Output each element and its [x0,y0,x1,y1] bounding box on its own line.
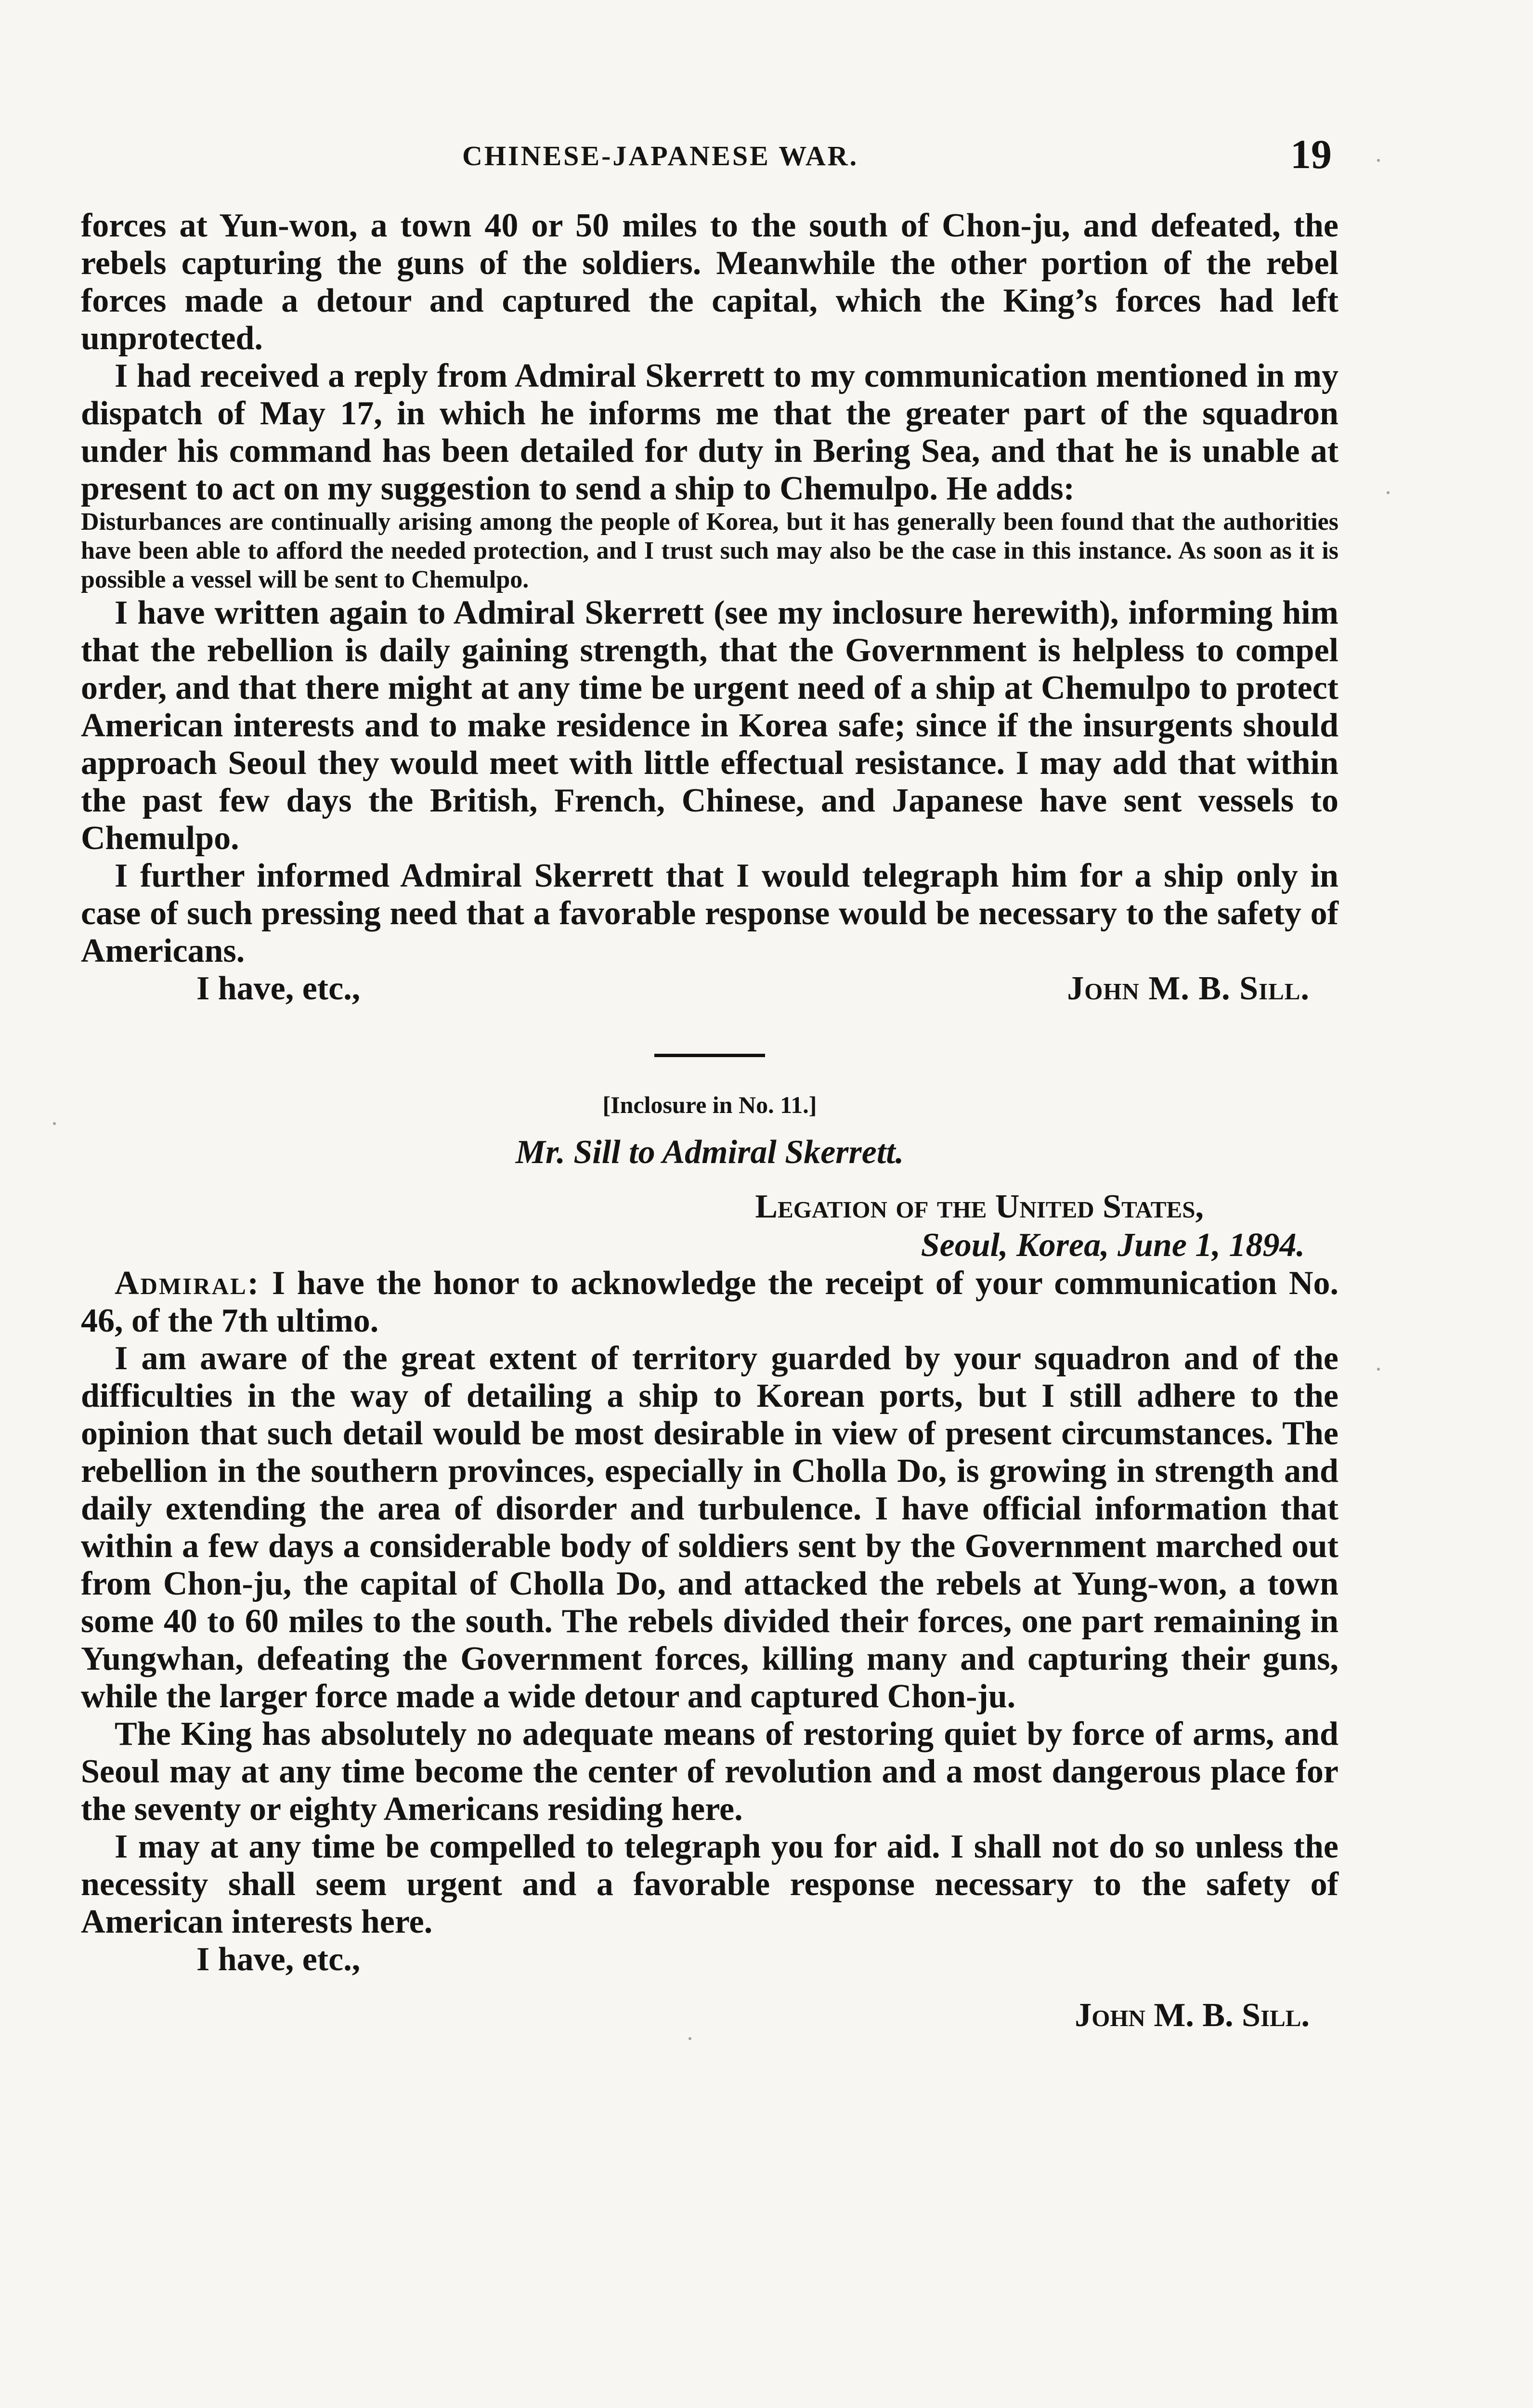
section-divider [81,1028,1338,1065]
salutation: Admiral: [115,1265,260,1302]
block-quote: Disturbances are continually arising among the people of Korea, but it has generally been found that the authorities have been able to afford the needed protection, and I trust such may also be the case in this instance. As soon as it is possible a vessel will be sent to Chemulpo. [81,508,1338,593]
page-number: 19 [1290,131,1332,177]
letter-closing: I have, etc., [196,1941,361,1978]
page-header [0,131,1533,188]
letter-paragraph-3: The King has absolutely no adequate means of restoring quiet by force of arms, and Seoul may at any time become the center of revolution and a most dangerous place for the seventy or eighty Americans residing here. [81,1715,1338,1828]
closing-text: I have, etc., [196,970,361,1007]
inclosure-label: [Inclosure in No. 11.] [602,1091,817,1118]
paragraph-1: forces at Yun-won, a town 40 or 50 miles to the south of Chon-ju, and defeated, the rebels capturing the guns of the soldiers. Meanwhile the other portion of the rebel forces made a detour and captured the capital, which the King’s forces had left unprotected. [81,207,1338,357]
divider-rule [654,1054,765,1057]
paragraph-4: I further informed Admiral Skerrett that I would telegraph him for a ship only in case of such pressing need that a favorable response would be necessary to the safety of Americans. [81,857,1338,969]
letter-paragraph-1 [81,1265,1338,1340]
paper-speck [689,2037,691,2040]
running-head: CHINESE-JAPANESE WAR. [462,140,859,171]
body-text [81,207,1338,2034]
signoff-dispatch [81,970,1338,1008]
letter-signature: John M. B. Sill. [1075,1997,1310,2034]
paragraph-3: I have written again to Admiral Skerrett (see my inclosure herewith), informing him that the rebellion is daily gaining strength, that the Government is helpless to compel order, and that there might at any time be urgent need of a ship at Chemulpo to protect American interests and to make residence in Korea safe; since if the insurgents should approach Seoul they would meet with little effectual resistance. I may add that within the past few days the British, French, Chinese, and Japanese have sent vessels to Chemulpo. [81,594,1338,857]
paper-speck [1377,1368,1380,1371]
dateline: Seoul, Korea, June 1, 1894. [921,1227,1305,1264]
letter-paragraph-2: I am aware of the great extent of territory guarded by your squadron and of the difficulties in the way of detailing a ship to Korean ports, but I still adhere to the opinion that such detail would be most desirable in view of present circumstances. The rebellion in the southern provinces, especially in Cholla Do, is growing in strength and daily extending the area of disorder and turbulence. I have official information that within a few days a considerable body of soldiers sent by the Government marched out from Chon-ju, the capital of Cholla Do, and attacked the rebels at Yung-won, a town some 40 to 60 miles to the south. The rebels divided their forces, one part remaining in Yungwhan, defeating the Government forces, killing many and capturing their guns, while the larger force made a wide detour and captured Chon-ju. [81,1340,1338,1715]
letter-paragraph-1-text: I have the honor to acknowledge the receipt of your communication No. 46, of the 7th ultimo. [81,1265,1338,1339]
signature: John M. B. Sill. [1067,970,1310,1007]
paper-speck [53,1122,56,1125]
letter-paragraph-4: I may at any time be compelled to telegraph you for aid. I shall not do so unless the necessity shall seem urgent and a favorable response necessary to the safety of American interests here. [81,1828,1338,1940]
paper-speck [1377,159,1380,162]
legation-heading: Legation of the United States, [755,1188,1204,1225]
paper-speck [1387,491,1390,494]
letter-title: Mr. Sill to Admiral Skerrett. [515,1134,904,1171]
paragraph-2: I had received a reply from Admiral Skerrett to my communication mentioned in my dispatch of May 17, in which he informs me that the greater part of the squadron under his command has been detailed for duty in Bering Sea, and that he is unable at present to act on my suggestion to send a ship to Chemulpo. He adds: [81,357,1338,507]
